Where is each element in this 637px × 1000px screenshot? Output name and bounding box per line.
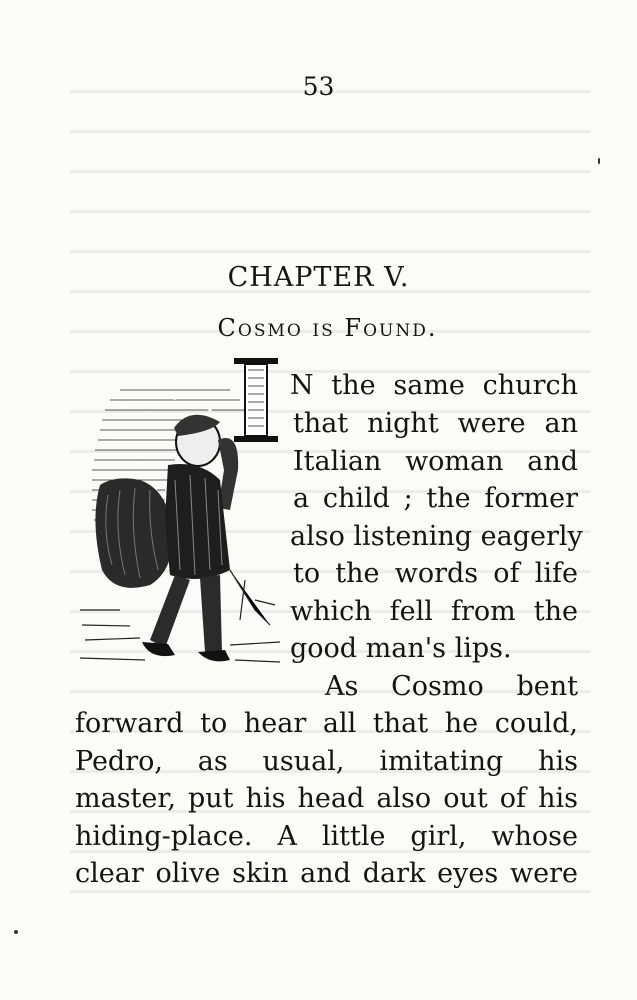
drop-cap-i [230, 356, 282, 444]
text-line: a child ; the former [293, 483, 578, 514]
paper-speck [14, 930, 18, 934]
text-line: hiding-place. A little girl, whose [75, 821, 578, 852]
paper-speck [598, 158, 600, 164]
text-line: which fell from the [290, 596, 578, 627]
text-line: Pedro, as usual, imitating his [75, 746, 578, 777]
text-line: that night were an [293, 408, 578, 439]
text-line: also listening eagerly [290, 521, 583, 552]
text-line: master, put his head also out of his [75, 783, 578, 814]
chapter-title: CHAPTER V. [227, 262, 410, 293]
text-line: Italian woman and [293, 446, 578, 477]
text-line: to the words of life [293, 558, 578, 589]
text-line: N the same church [290, 370, 578, 401]
chapter-subtitle: Cosmo is Found. [217, 314, 438, 342]
text-line: good man's lips. [290, 633, 512, 664]
page-number: 53 [302, 72, 335, 101]
text-line: As Cosmo bent [325, 671, 578, 702]
text-line: clear olive skin and dark eyes were [75, 858, 578, 889]
text-line: forward to hear all that he could, [75, 708, 578, 739]
